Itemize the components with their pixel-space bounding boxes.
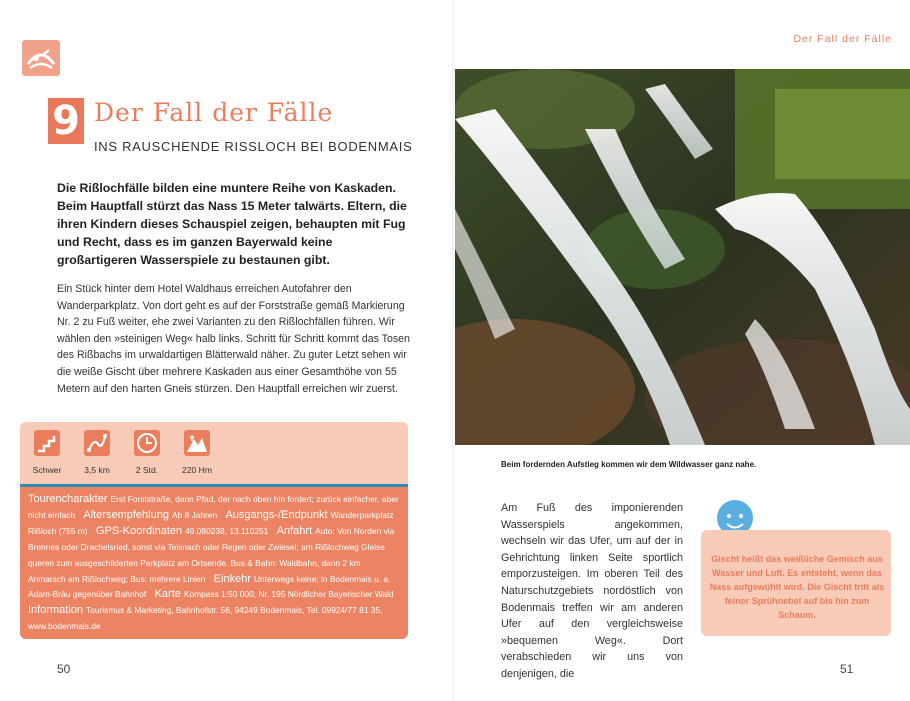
- label-altersempfehlung: Altersempfehlung: [83, 508, 169, 521]
- stat-label: 220 Hm: [181, 465, 213, 475]
- value-altersempfehlung: Ab 8 Jahren: [171, 509, 218, 520]
- running-head: Der Fall der Fälle: [793, 33, 892, 45]
- label-ausgangspunkt: Ausgangs-/Endpunkt: [225, 508, 328, 521]
- page-number-left: 50: [57, 662, 71, 676]
- stat-difficulty: [22, 430, 72, 475]
- stat-distance: [72, 430, 122, 475]
- value-karte: Kompass 1:50 000, Nr. 195 Nördlicher Bayerischer Wald: [183, 589, 394, 600]
- intro-paragraph: Die Rißlochfälle bilden eine muntere Reihe von Kaskaden. Beim Hauptfall stürzt das Nass 15 Meter talwärts. Eltern, die ihren Kindern dieses Schauspiel zeigen, behaupten mit Fug und Recht, dass es im ganzen Bayerwald keine großartigeren Wasserspiele zu bestaunen gibt.: [57, 181, 407, 267]
- body-paragraph-left: Ein Stück hinter dem Hotel Waldhaus erreichen Autofahrer den Wanderparkplatz. Von dort geht es auf der Forststraße gemäß Markierung Nr. 2 zu Fuß weiter, ehe zwei Varianten zu den Rißlochfällen führen. Wir wählen den »steinigen Weg« halb links. Schritt für Schritt kommt das Tosen des Rißbachs im urwaldartigen Blätterwald näher. Zu guter Letzt sehen wir die weiße Gischt über mehrere Kaskaden aus einer Gesamthöhe von 55 Metern auf den harten Gneis stürzen. Den Hauptfall erreichen wir zuerst.: [57, 283, 410, 395]
- tour-stats-bar: [20, 422, 408, 484]
- value-einkehr: Unterwegs keine; in Bodenmais u. a. Adam-Bräu gegenüber Bahnhof: [28, 573, 391, 600]
- tour-details-text: [28, 492, 400, 635]
- stat-elevation: [172, 430, 222, 475]
- tour-info-box: [20, 422, 408, 639]
- page-number-right: 51: [840, 662, 854, 676]
- label-einkehr: Einkehr: [213, 572, 251, 585]
- label-karte: Karte: [154, 588, 181, 601]
- value-information: Tourismus & Marketing, Bahnhofstr. 56, 94249 Bodenmais, Tel. 09924/77 81 35, www.bodenmais.de: [28, 605, 383, 632]
- distance-route-icon: [84, 430, 110, 456]
- stat-label: Schwer: [32, 465, 62, 475]
- family-hiking-logo-icon: [22, 40, 60, 76]
- tip-text: Gischt heißt das weißliche Gemisch aus Wasser und Luft. Es entsteht, wenn das Nass aufgewühlt wird. Die Gischt tritt als feiner Sprühnebel auf bis hin zum Schaum.: [709, 554, 885, 620]
- value-ausgangspunkt: Wanderparkplatz Rißloch (755 m): [28, 509, 394, 536]
- value-tourencharakter: Erst Forststraße, dann Pfad, der nach oben hin fordert; zurück einfacher, aber nicht einfach: [28, 494, 399, 520]
- clock-icon: [134, 430, 160, 456]
- tour-number: 9: [48, 98, 84, 144]
- stat-label: 3,5 km: [84, 465, 110, 475]
- right-page: [455, 0, 910, 701]
- value-anfahrt: Auto: Von Norden via Brennes oder Drachelsried, sonst via Teisnach oder Regen oder Zwiesel; am Rißlochweg Gleise queren zum ausgeschilderten Parkplatz am Ortsende. Bus & Bahn: Waldbahn, dann 2 km Anmarsch am Rißlochweg; Bus: mehrere Linien: [28, 525, 395, 584]
- value-gps: 49.080238, 13.110251: [185, 525, 269, 536]
- difficulty-steps-icon: [34, 430, 60, 456]
- photo-caption: Beim fordernden Aufstieg kommen wir dem Wildwasser ganz nahe.: [501, 460, 757, 469]
- stat-label: 2 Std.: [135, 465, 159, 475]
- elevation-mountain-icon: [184, 430, 210, 456]
- stat-duration: [122, 430, 172, 475]
- body-paragraph-right: Am Fuß des imponierenden Wasserspiels angekommen, wechseln wir das Ufer, um auf der in Gehrichtung linken Seite sportlich emporzusteigen. Im oberen Teil des Naturschutzgebiets nordöstlich von Bodenmais treffen wir am anderen Ufer auf den vergleichsweise »bequemen Weg«. Dort verabschieden wir uns von denjenigen, die: [501, 502, 683, 680]
- label-information: Information: [28, 604, 84, 617]
- page-subtitle: INS RAUSCHENDE RISSLOCH BEI BODENMAIS: [94, 139, 413, 154]
- waterfall-photo: [455, 69, 910, 445]
- label-anfahrt: Anfahrt: [276, 524, 313, 537]
- label-tourencharakter: Tourencharakter: [28, 493, 108, 505]
- label-gps: GPS-Koordinaten: [95, 524, 183, 537]
- page-title: Der Fall der Fälle: [94, 98, 334, 127]
